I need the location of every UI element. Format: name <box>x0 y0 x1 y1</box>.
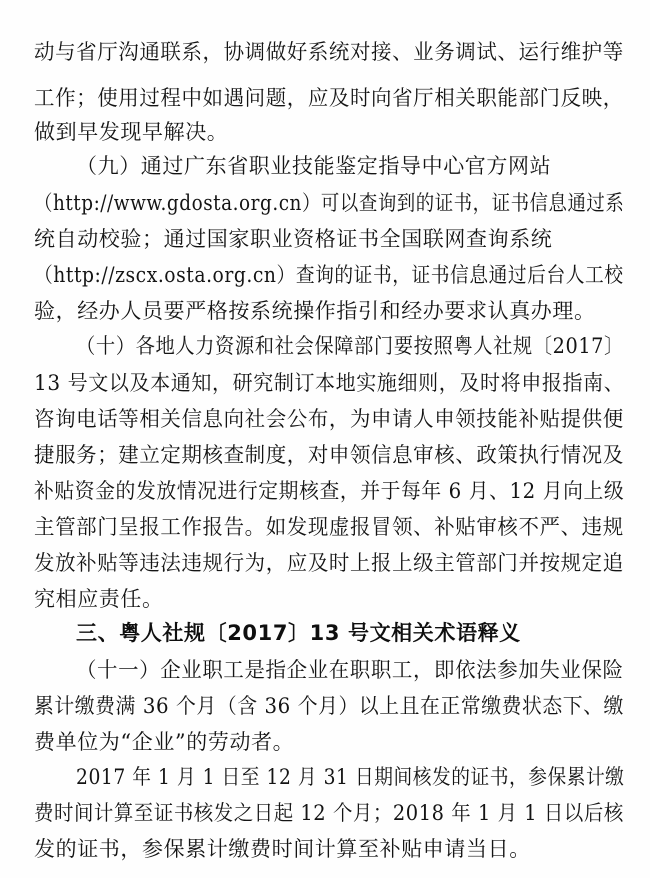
section-heading: 三、粤人社规〔2017〕13 号文相关术语释义 <box>76 621 521 645</box>
paragraph-line: 发放补贴等违法违规行为，应及时上报上级主管部门并按规定追 <box>34 551 624 575</box>
paragraph-line: 做到早发现早解决。 <box>34 120 229 144</box>
paragraph-line: （http://zscx.osta.org.cn）查询的证书，证书信息通过后台人工校 <box>34 263 624 287</box>
paragraph-line: 费时间计算至证书核发之日起 12 个月；2018 年 1 月 1 日以后核 <box>34 801 624 825</box>
paragraph-line: 主管部门呈报工作报告。如发现虚报冒领、补贴审核不严、违规 <box>34 515 624 539</box>
paragraph-line: 13 号文以及本通知，研究制订本地实施细则，及时将申报指南、 <box>34 371 625 395</box>
paragraph-line: 补贴资金的发放情况进行定期核查，并于每年 6 月、12 月向上级 <box>34 479 625 503</box>
paragraph-line: 捷服务；建立定期核查制度，对申领信息审核、政策执行情况及 <box>34 443 624 467</box>
paragraph-line: （九）通过广东省职业技能鉴定指导中心官方网站 <box>76 154 552 178</box>
paragraph-line: 统自动校验；通过国家职业资格证书全国联网查询系统 <box>34 227 553 251</box>
paragraph-line: （http://www.gdosta.org.cn）可以查询到的证书，证书信息通过系 <box>34 191 625 215</box>
paragraph-line: （十一）企业职工是指企业在职职工，即依法参加失业保险 <box>76 658 624 682</box>
paragraph-line: 2017 年 1 月 1 日至 12 月 31 日期间核发的证书，参保累计缴 <box>76 765 625 789</box>
paragraph-line: 验，经办人员要严格按系统操作指引和经办要求认真办理。 <box>34 299 596 323</box>
paragraph-line: 究相应责任。 <box>34 587 164 611</box>
paragraph-line: 费单位为“企业”的劳动者。 <box>34 730 295 754</box>
paragraph-line: （十）各地人力资源和社会保障部门要按照粤人社规〔2017〕 <box>76 334 624 358</box>
paragraph-line: 工作；使用过程中如遇问题，应及时向省厅相关职能部门反映， <box>34 86 624 110</box>
paragraph-line: 发的证书，参保累计缴费时间计算至补贴申请当日。 <box>34 837 531 861</box>
paragraph-line: 动与省厅沟通联系，协调做好系统对接、业务调试、运行维护等 <box>34 40 624 64</box>
paragraph-line: 咨询电话等相关信息向社会公布，为申请人申领技能补贴提供便 <box>34 407 624 431</box>
paragraph-line: 累计缴费满 36 个月（含 36 个月）以上且在正常缴费状态下、缴 <box>34 694 624 718</box>
